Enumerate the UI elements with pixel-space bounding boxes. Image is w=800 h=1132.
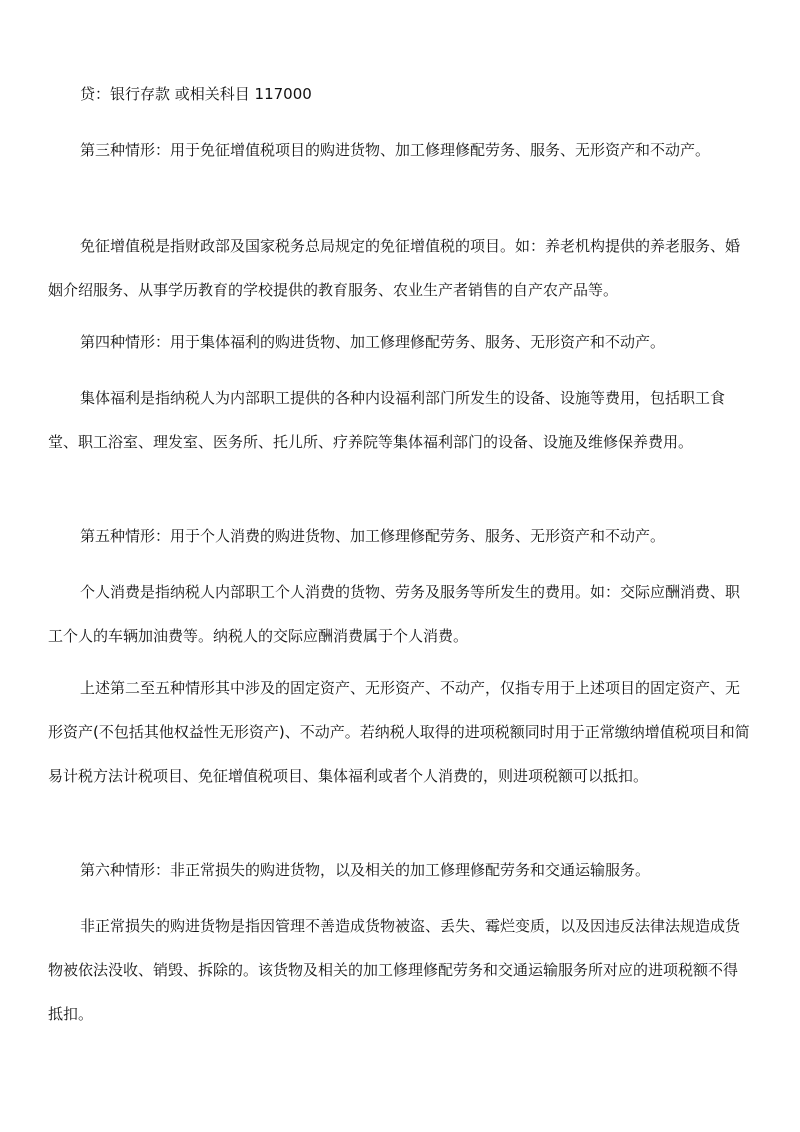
- paragraph-case-three-heading: 第三种情形：用于免征增值税项目的购进货物、加工修理修配劳务、服务、无形资产和不动产。: [80, 141, 711, 159]
- paragraph-case-six-heading: 第六种情形：非正常损失的购进货物，以及相关的加工修理修配劳务和交通运输服务。: [80, 861, 651, 879]
- paragraph-case-five-heading: 第五种情形：用于个人消费的购进货物、加工修理修配劳务、服务、无形资产和不动产。: [80, 527, 666, 545]
- paragraph-credit-entry: 贷：银行存款 或相关科目 117000: [80, 85, 312, 103]
- paragraph-collective-welfare: 集体福利是指纳税人为内部职工提供的各种内设福利部门所发生的设备、设施等费用，包括职工食堂、职工浴室、理发室、医务所、托儿所、疗养院等集体福利部门的设备、设施及维修保养费用。: [48, 389, 726, 451]
- paragraph-scope-note: 上述第二至五种情形其中涉及的固定资产、无形资产、不动产，仅指专用于上述项目的固定资产、无形资产(不包括其他权益性无形资产)、不动产。若纳税人取得的进项税额同时用于正常缴纳增值税项目和简易计税方法计税项目、免征增值税项目、集体福利或者个人消费的，则进项税额可以抵扣。: [48, 679, 750, 785]
- paragraph-abnormal-loss: 非正常损失的购进货物是指因管理不善造成货物被盗、丢失、霉烂变质，以及因违反法律法规造成货物被依法没收、销毁、拆除的。该货物及相关的加工修理修配劳务和交通运输服务所对应的进项税额不得抵扣。: [48, 917, 741, 1023]
- paragraph-case-four-heading: 第四种情形：用于集体福利的购进货物、加工修理修配劳务、服务、无形资产和不动产。: [80, 333, 666, 351]
- paragraph-personal-consumption: 个人消费是指纳税人内部职工个人消费的货物、劳务及服务等所发生的费用。如：交际应酬消费、职工个人的车辆加油费等。纳税人的交际应酬消费属于个人消费。: [48, 583, 741, 645]
- paragraph-vat-exempt-definition: 免征增值税是指财政部及国家税务总局规定的免征增值税的项目。如：养老机构提供的养老服务、婚姻介绍服务、从事学历教育的学校提供的教育服务、农业生产者销售的自产农产品等。: [48, 237, 741, 299]
